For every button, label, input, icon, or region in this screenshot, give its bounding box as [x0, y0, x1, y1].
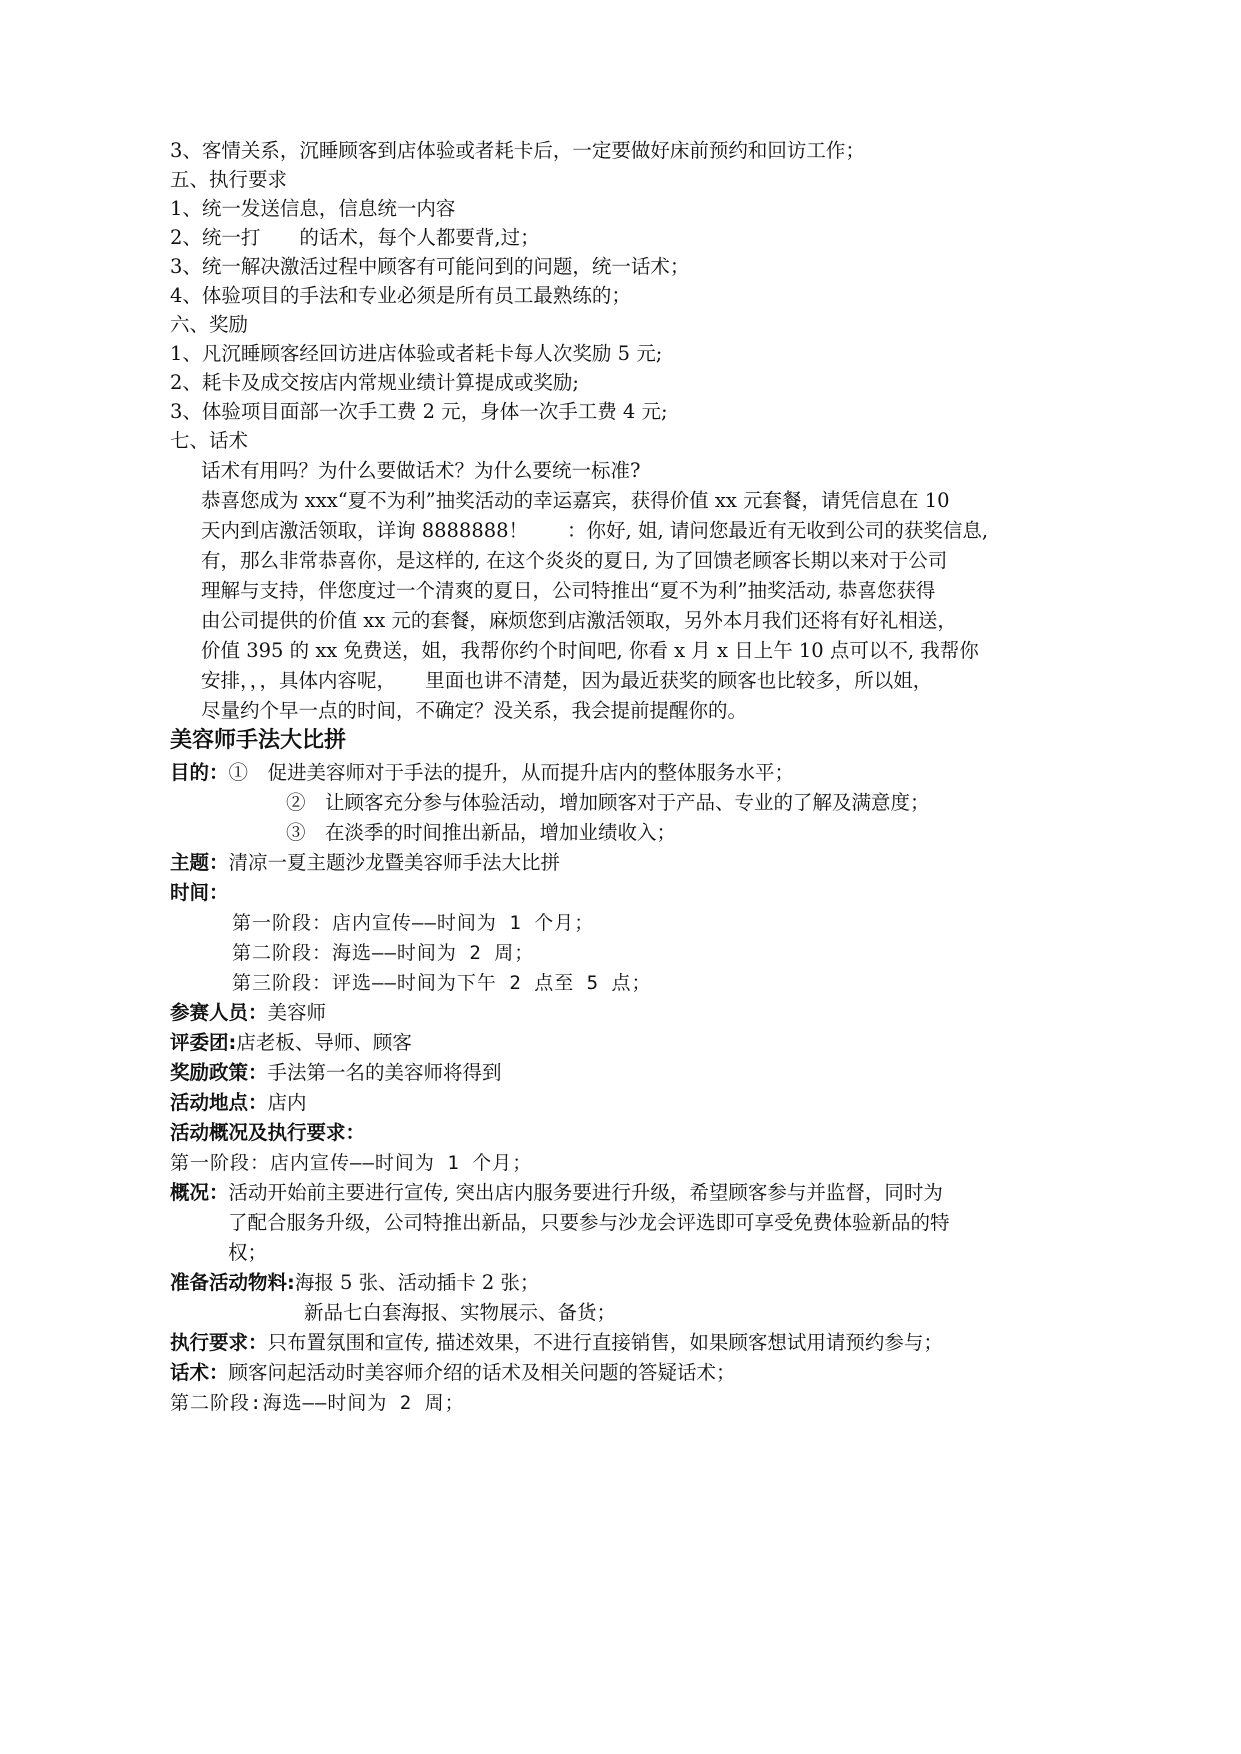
stage2-heading: 第二阶段:海选——时间为 2 周；: [170, 1392, 465, 1414]
jury-label: 评委团:: [170, 1031, 237, 1054]
exec-item-1: 1、统一发送信息，信息统一内容: [170, 197, 456, 220]
talk-row: [170, 1358, 736, 1388]
jury-row: [170, 1028, 412, 1058]
script-line-4: 有，那么非常恭喜你，是这样的, 在这个炎炎的夏日, 为了回馈老顾客长期以来对于公司: [201, 549, 948, 572]
reward-policy-label: 奖励政策：: [170, 1061, 268, 1084]
overview-heading: 活动概况及执行要求：: [170, 1121, 366, 1144]
exec-row: [170, 1328, 943, 1358]
overview-row: [170, 1178, 943, 1208]
overview-line-1: 活动开始前主要进行宣传, 突出店内服务要进行升级，希望顾客参与并监督，同时为: [228, 1181, 943, 1204]
participants-value: 美容师: [267, 1001, 327, 1024]
client-relation-line: 3、客情关系，沉睡顾客到店体验或者耗卡后，一定要做好床前预约和回访工作；: [170, 139, 865, 162]
purpose-item-3: ③ 在淡季的时间推出新品，增加业绩收入；: [286, 821, 677, 844]
participants-row: [170, 998, 326, 1028]
time-item-2: 第二阶段：海选——时间为 2 周；: [232, 942, 535, 964]
location-value: 店内: [267, 1091, 307, 1114]
script-line-5: 理解与支持，伴您度过一个清爽的夏日，公司特推出“夏不为利”抽奖活动, 恭喜您获得: [201, 579, 936, 602]
overview-line-3: 权；: [228, 1241, 268, 1264]
script-line-9: 尽量约个早一点的时间，不确定？没关系，我会提前提醒你的。: [201, 699, 748, 722]
purpose-label: 目的：: [170, 761, 229, 784]
reward-heading: 六、奖励: [170, 313, 249, 336]
exec-heading: 五、执行要求: [170, 168, 288, 191]
script-line-6: 由公司提供的价值 xx 元的套餐，麻烦您到店激活领取，另外本月我们还将有好礼相送，: [201, 609, 957, 632]
reward-item-1: 1、凡沉睡顾客经回访进店体验或者耗卡每人次奖励 5 元;: [170, 342, 663, 365]
reward-policy-value: 手法第一名的美容师将得到: [267, 1061, 502, 1084]
time-item-1: 第一阶段：店内宣传——时间为 1 个月；: [232, 912, 595, 934]
exec-item-2: 2、统一打 的话术，每个人都要背,过；: [170, 226, 540, 249]
time-item-3: 第三阶段：评选——时间为下午 2 点至 5 点；: [232, 972, 652, 994]
reward-policy-row: [170, 1058, 502, 1088]
time-label: 时间：: [170, 881, 229, 904]
exec-item-4: 4、体验项目的手法和专业必须是所有员工最熟练的；: [170, 284, 631, 307]
materials-row: [170, 1268, 539, 1298]
script-line-1: 话术有用吗？为什么要做话术？为什么要统一标准?: [201, 459, 641, 482]
talk-label: 话术：: [170, 1361, 229, 1384]
exec-value: 只布置氛围和宣传, 描述效果，不进行直接销售，如果顾客想试用请预约参与；: [267, 1331, 943, 1354]
exec-item-3: 3、统一解决激活过程中顾客有可能问到的问题，统一话术；: [170, 255, 690, 278]
script-heading: 七、话术: [170, 429, 249, 452]
purpose-item-1: ① 促进美容师对于手法的提升，从而提升店内的整体服务水平；: [228, 761, 795, 784]
overview-line-2: 了配合服务升级，公司特推出新品，只要参与沙龙会评选即可享受免费体验新品的特: [228, 1211, 950, 1234]
reward-item-2: 2、耗卡及成交按店内常规业绩计算提成或奖励;: [170, 371, 579, 394]
script-line-8: 安排，，，具体内容呢， 里面也讲不清楚，因为最近获奖的顾客也比较多，所以姐，: [201, 669, 933, 692]
participants-label: 参赛人员：: [170, 1001, 268, 1024]
stage1-heading: 第一阶段：店内宣传——时间为 1 个月；: [170, 1152, 533, 1174]
reward-item-3: 3、体验项目面部一次手工费 2 元，身体一次手工费 4 元;: [170, 400, 668, 423]
location-label: 活动地点：: [170, 1091, 268, 1114]
theme-label: 主题：: [170, 851, 229, 874]
theme-row: [170, 848, 560, 878]
script-line-3: 天内到店激活领取，详询 8888888！ ：你好, 姐, 请问您最近有无收到公司的获奖信息,: [201, 519, 989, 542]
exec-label: 执行要求：: [170, 1331, 268, 1354]
talk-value: 顾客问起活动时美容师介绍的话术及相关问题的答疑话术；: [228, 1361, 736, 1384]
jury-value: 店老板、导师、顾客: [236, 1031, 412, 1054]
overview-label: 概况：: [170, 1181, 229, 1204]
contest-title: 美容师手法大比拼: [170, 728, 347, 753]
materials-line-2: 新品七白套海报、实物展示、备货；: [304, 1301, 617, 1324]
purpose-item-2: ② 让顾客充分参与体验活动，增加顾客对于产品、专业的了解及满意度；: [286, 791, 930, 814]
script-line-2: 恭喜您成为 xxx“夏不为利”抽奖活动的幸运嘉宾，获得价值 xx 元套餐，请凭信息在 10: [201, 489, 950, 512]
purpose-row: [170, 758, 794, 788]
script-line-7: 价值 395 的 xx 免费送，姐，我帮你约个时间吧, 你看 x 月 x 日上午 10 点可以不, 我帮你: [201, 639, 979, 662]
materials-label: 准备活动物料:: [170, 1271, 295, 1294]
theme-value: 清凉一夏主题沙龙暨美容师手法大比拼: [228, 851, 561, 874]
materials-line-1: 海报 5 张、活动插卡 2 张；: [294, 1271, 540, 1294]
location-row: [170, 1088, 307, 1118]
